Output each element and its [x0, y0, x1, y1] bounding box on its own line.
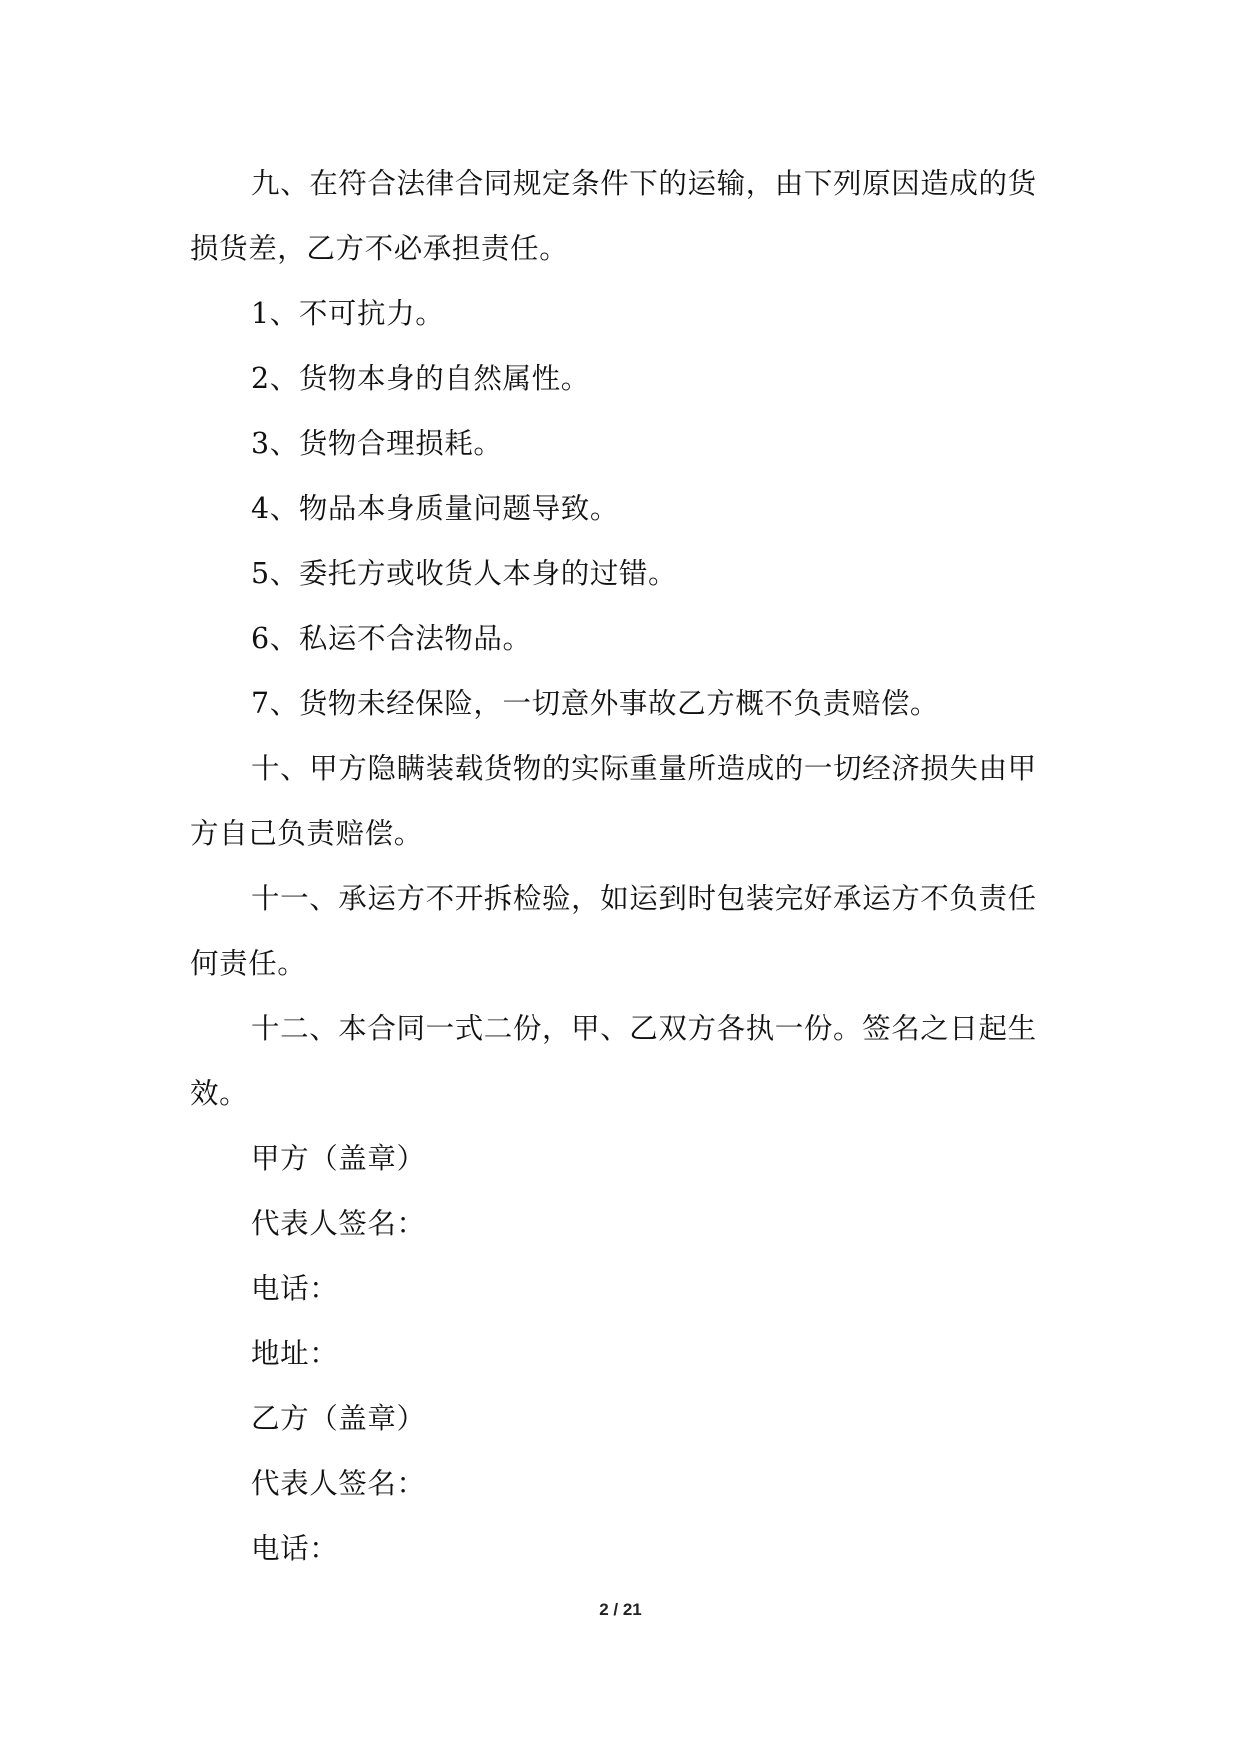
clause-9-item-2: 2、货物本身的自然属性。 — [251, 362, 590, 395]
document-body — [190, 151, 1052, 1581]
party-a-address-label: 地址： — [251, 1337, 339, 1370]
party-a-seal-label: 甲方（盖章） — [251, 1142, 426, 1175]
clause-9-item-1: 1、不可抗力。 — [251, 297, 445, 330]
page-number: 2 / 21 — [599, 1600, 642, 1619]
clause-11: 十一、承运方不开拆检验，如运到时包装完好承运方不负责任何责任。 — [190, 882, 1037, 980]
clause-9: 九、在符合法律合同规定条件下的运输，由下列原因造成的货损货差，乙方不必承担责任。 — [190, 167, 1037, 265]
clause-9-item-6: 6、私运不合法物品。 — [251, 622, 532, 655]
clause-9-item-5: 5、委托方或收货人本身的过错。 — [251, 557, 678, 590]
party-b-phone-label: 电话： — [251, 1532, 339, 1565]
party-b-signature-label: 代表人签名： — [251, 1467, 426, 1500]
clause-10: 十、甲方隐瞒装载货物的实际重量所造成的一切经济损失由甲方自己负责赔偿。 — [190, 752, 1037, 850]
clause-12: 十二、本合同一式二份，甲、乙双方各执一份。签名之日起生效。 — [190, 1012, 1037, 1110]
clause-9-item-3: 3、货物合理损耗。 — [251, 427, 503, 460]
party-a-signature-label: 代表人签名： — [251, 1207, 426, 1240]
clause-9-item-4: 4、物品本身质量问题导致。 — [251, 492, 619, 525]
party-b-seal-label: 乙方（盖章） — [251, 1402, 426, 1435]
party-a-phone-label: 电话： — [251, 1272, 339, 1305]
clause-9-item-7: 7、货物未经保险，一切意外事故乙方概不负责赔偿。 — [251, 687, 940, 720]
